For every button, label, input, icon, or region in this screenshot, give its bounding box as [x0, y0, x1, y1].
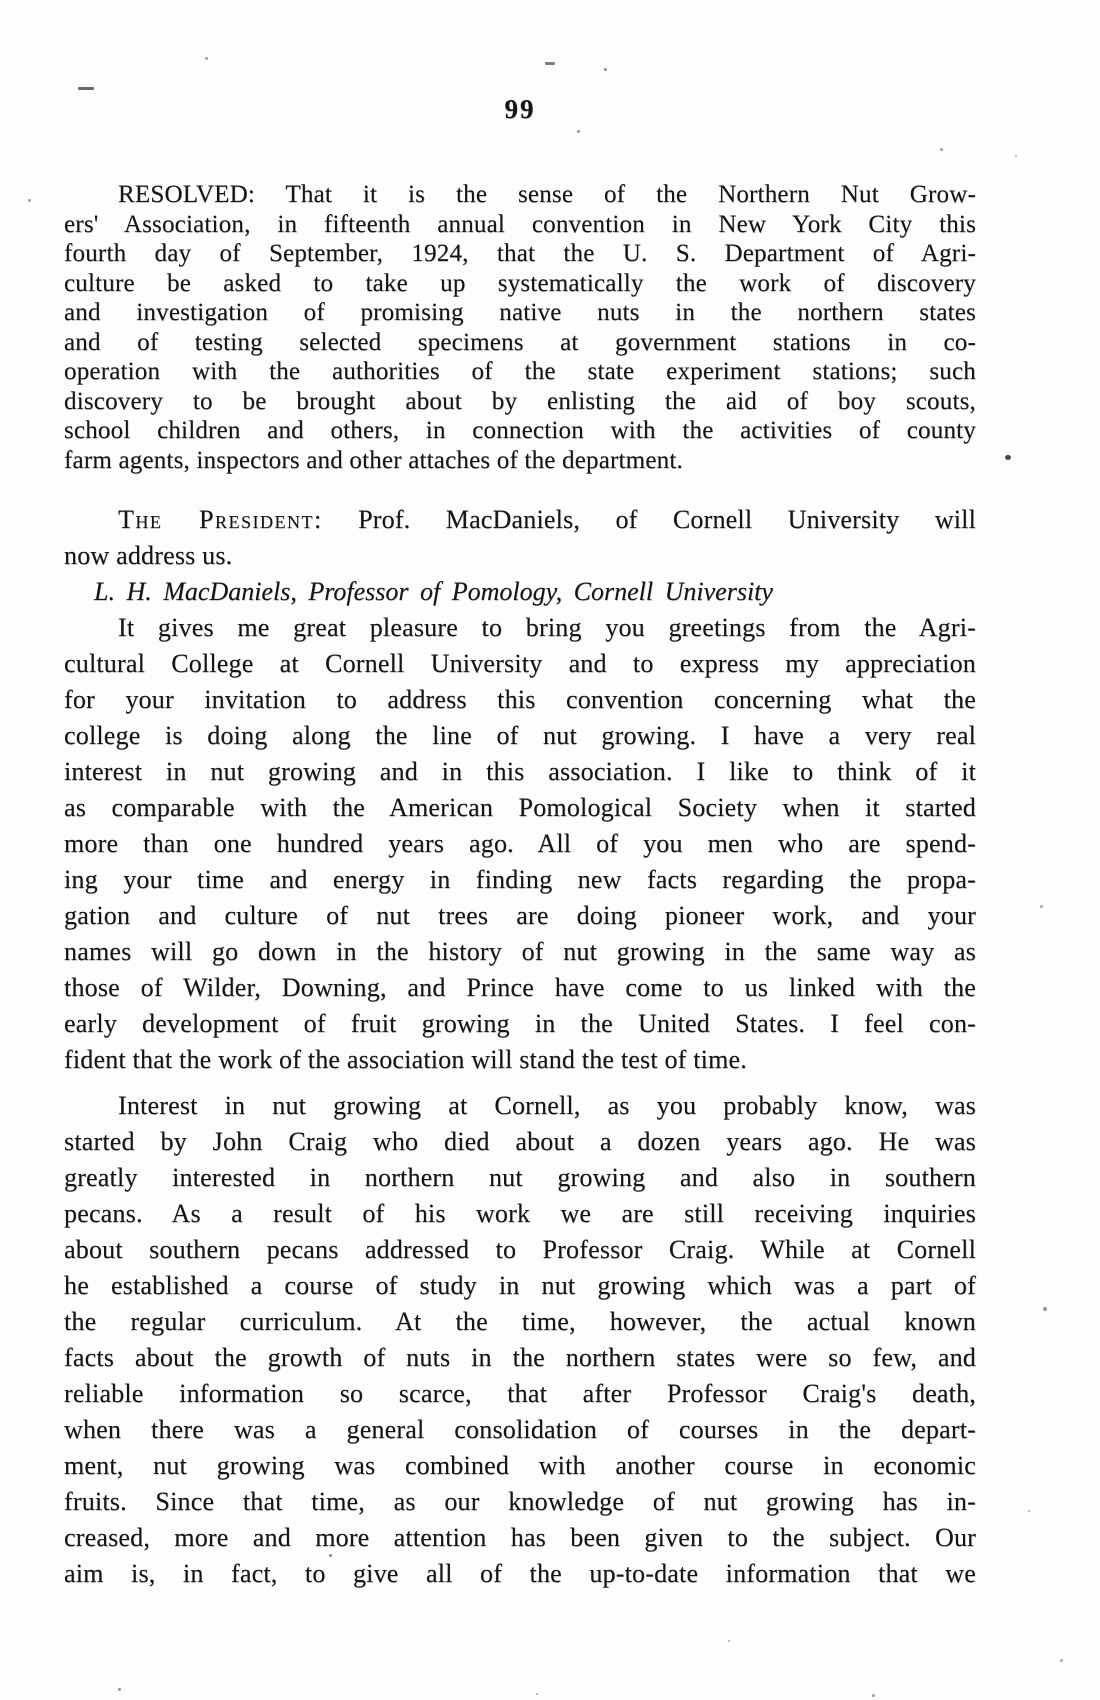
text-line: farm agents, inspectors and other attaches of the department. [64, 446, 683, 474]
text-line: gation and culture of nut trees are doing pioneer work, and your [64, 901, 976, 930]
text-line: greatly interested in northern nut growing and also in southern [64, 1163, 976, 1192]
scan-speck [1005, 455, 1011, 460]
text-line [64, 502, 976, 538]
text-line: cultural College at Cornell University and to express my appreciation [64, 649, 976, 678]
text-line: It gives me great pleasure to bring you greetings from the Agri- [118, 613, 976, 642]
scan-speck [1040, 905, 1043, 908]
text-line: the regular curriculum. At the time, however, the actual known [64, 1307, 976, 1336]
text-line: fourth day of September, 1924, that the U. S. Department of Agri- [64, 240, 976, 267]
speech-paragraph-1 [64, 610, 976, 1078]
scan-speck [940, 148, 943, 151]
scan-speck [577, 130, 580, 133]
page-number: 99 [504, 94, 536, 124]
text-line: about southern pecans addressed to Professor Craig. While at Cornell [64, 1235, 976, 1264]
text-line: college is doing along the line of nut growing. I have a very real [64, 721, 976, 750]
text-line: pecans. As a result of his work we are still receiving inquiries [64, 1199, 976, 1228]
text-line: facts about the growth of nuts in the northern states were so few, and [64, 1343, 976, 1372]
text-block [64, 0, 976, 1592]
text-line: ing your time and energy in finding new facts regarding the propa- [64, 865, 976, 894]
text-line: reliable information so scarce, that after Professor Craig's death, [64, 1379, 976, 1408]
text-line: ers' Association, in fifteenth annual convention in New York City this [64, 210, 976, 238]
scan-speck [536, 1693, 538, 1695]
text-line: discovery to be brought about by enlisting the aid of boy scouts, [64, 387, 976, 415]
president-paragraph [64, 502, 976, 574]
scan-speck [1015, 155, 1017, 157]
text-line: interest in nut growing and in this association. I like to think of it [64, 757, 976, 786]
text-line: ment, nut growing was combined with another course in economic [64, 1451, 976, 1480]
scan-speck [1043, 1307, 1047, 1311]
scan-speck [205, 57, 208, 60]
text-line: and of testing selected specimens at government stations in co- [64, 328, 976, 356]
scan-speck [604, 68, 607, 71]
text-line: operation with the authorities of the state experiment stations; such [64, 358, 976, 385]
text-line: school children and others, in connection with the activities of county [64, 417, 976, 444]
speech-paragraph-2 [64, 1088, 976, 1592]
scan-speck [28, 199, 31, 202]
text-line: he established a course of study in nut growing which was a part of [64, 1271, 976, 1300]
text-line: early development of fruit growing in the United States. I feel con- [64, 1009, 976, 1038]
text-line: fident that the work of the association will stand the test of time. [64, 1045, 747, 1074]
text-line: creased, more and more attention has been given to the subject. Our [64, 1523, 976, 1552]
text-line: names will go down in the history of nut growing in the same way as [64, 937, 976, 966]
text-line: culture be asked to take up systematically the work of discovery [64, 269, 976, 297]
text-line: as comparable with the American Pomological Society when it started [64, 793, 976, 822]
scan-speck [118, 1688, 121, 1691]
text-line: for your invitation to address this convention concerning what the [64, 685, 976, 714]
scan-speck [1060, 1659, 1063, 1662]
resolution-paragraph [64, 180, 976, 475]
speaker-name: The President: [118, 505, 323, 534]
text-line: when there was a general consolidation of courses in the depart- [64, 1415, 976, 1444]
scan-speck [329, 1554, 332, 1557]
scan-speck [728, 1640, 730, 1642]
scan-speck [1028, 1510, 1030, 1512]
text-line: started by John Craig who died about a dozen years ago. He was [64, 1127, 976, 1156]
text-line: those of Wilder, Downing, and Prince have come to us linked with the [64, 973, 976, 1002]
scan-speck [78, 87, 94, 90]
text-line: aim is, in fact, to give all of the up-to-date information that we [64, 1559, 976, 1588]
scan-speck [545, 62, 555, 65]
text-line: more than one hundred years ago. All of you men who are spend- [64, 829, 976, 858]
text-line: Interest in nut growing at Cornell, as you probably know, was [118, 1091, 976, 1120]
scan-speck [872, 1694, 875, 1697]
text-line: now address us. [64, 541, 233, 570]
text-line: RESOLVED: That it is the sense of the Northern Nut Grow- [118, 181, 976, 208]
president-statement: Prof. MacDaniels, of Cornell University will [358, 505, 976, 534]
speech-heading: L. H. MacDaniels, Professor of Pomology, Cornell University [94, 577, 773, 606]
text-line: and investigation of promising native nuts in the northern states [64, 299, 976, 326]
text-line: fruits. Since that time, as our knowledge of nut growing has in- [64, 1487, 976, 1516]
